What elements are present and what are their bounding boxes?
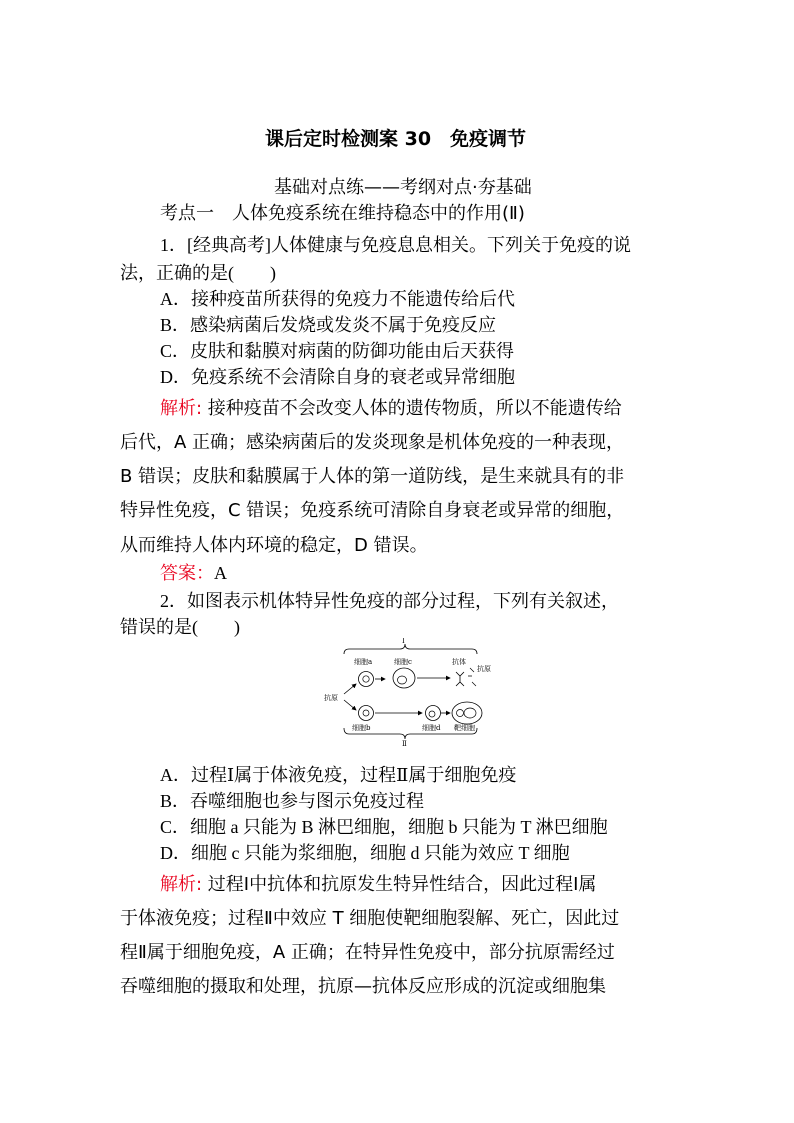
antibody-label: 抗体	[452, 658, 466, 666]
q1-explanation-label: 解析:	[160, 398, 203, 419]
q1-answer-value: A	[214, 563, 227, 583]
q2-option-c: C．细胞 a 只能为 B 淋巴细胞，细胞 b 只能为 T 淋巴细胞	[160, 817, 608, 837]
q1-explanation-line5: 从而维持人体内环境的稳定，D 错误。	[120, 535, 428, 556]
q2-option-d: D．细胞 c 只能为浆细胞，细胞 d 只能为效应 T 细胞	[160, 843, 570, 863]
q1-explanation-line2: 后代，A 正确；感染病菌后的发炎现象是机体免疫的一种表现，	[120, 432, 625, 453]
q1-option-b: B．感染病菌后发烧或发炎不属于免疫反应	[160, 315, 497, 335]
cell-c	[393, 668, 415, 688]
q2-explanation-line4: 吞噬细胞的摄取和处理，抗原—抗体反应形成的沉淀或细胞集	[120, 976, 606, 997]
antibody-symbol	[456, 672, 464, 686]
q2-explanation-line1: 解析: 过程Ⅰ中抗体和抗原发生特异性结合，因此过程Ⅰ属	[160, 874, 597, 895]
q1-option-d: D．免疫系统不会清除自身的衰老或异常细胞	[160, 367, 515, 387]
q1-stem-line1: 1．[经典高考]人体健康与免疫息息相关。下列关于免疫的说	[160, 235, 631, 255]
cell-d-label: 细胞d	[422, 724, 441, 732]
immunity-process-diagram	[322, 638, 494, 746]
section-heading: 基础对点练——考纲对点·夯基础	[274, 177, 532, 198]
process-2-label: Ⅱ	[402, 740, 407, 746]
q2-stem-line1: 2．如图表示机体特异性免疫的部分过程，下列有关叙述，	[160, 591, 619, 611]
q1-option-c: C．皮肤和黏膜对病菌的防御功能由后天获得	[160, 341, 515, 361]
cell-a	[359, 672, 374, 687]
q1-explanation-line4: 特异性免疫，C 错误；免疫系统可清除自身衰老或异常的细胞，	[120, 500, 625, 521]
cell-d	[426, 706, 441, 721]
q2-explanation-label: 解析:	[160, 874, 203, 895]
q1-option-a: A．接种疫苗所获得的免疫力不能遗传给后代	[160, 289, 515, 309]
q1-explanation-line1: 解析: 接种疫苗不会改变人体的遗传物质，所以不能遗传给	[160, 398, 622, 419]
q2-stem-line2: 错误的是( )	[120, 617, 240, 637]
q1-explanation-line3: B 错误；皮肤和黏膜属于人体的第一道防线，是生来就具有的非	[120, 466, 625, 487]
q1-answer-label: 答案：	[160, 563, 214, 583]
q1-answer	[160, 562, 227, 584]
page-title: 课后定时检测案 30 免疫调节	[265, 128, 527, 150]
q2-option-b: B．吞噬细胞也参与图示免疫过程	[160, 791, 425, 811]
q2-explanation-line3: 程Ⅱ属于细胞免疫，A 正确；在特异性免疫中，部分抗原需经过	[120, 942, 615, 963]
target-cell-label: 靶细胞	[454, 724, 475, 732]
antigen-left-label: 抗原	[324, 694, 338, 702]
q2-explanation-line2: 于体液免疫；过程Ⅱ中效应 T 细胞使靶细胞裂解、死亡，因此过	[120, 908, 620, 929]
antigen-top-label: 抗原	[477, 665, 491, 673]
cell-a-label: 细胞a	[354, 658, 373, 666]
q1-stem-line2: 法，正确的是( )	[120, 263, 276, 283]
cell-b-label: 细胞b	[352, 724, 371, 732]
cell-c-label: 细胞c	[394, 658, 412, 666]
process-1-label: Ⅰ	[402, 638, 405, 645]
cell-b	[359, 706, 374, 721]
q2-option-a: A．过程Ⅰ属于体液免疫，过程Ⅱ属于细胞免疫	[160, 765, 517, 785]
process-1-brace	[344, 644, 477, 654]
point-heading: 考点一 人体免疫系统在维持稳态中的作用(Ⅱ)	[160, 203, 525, 224]
